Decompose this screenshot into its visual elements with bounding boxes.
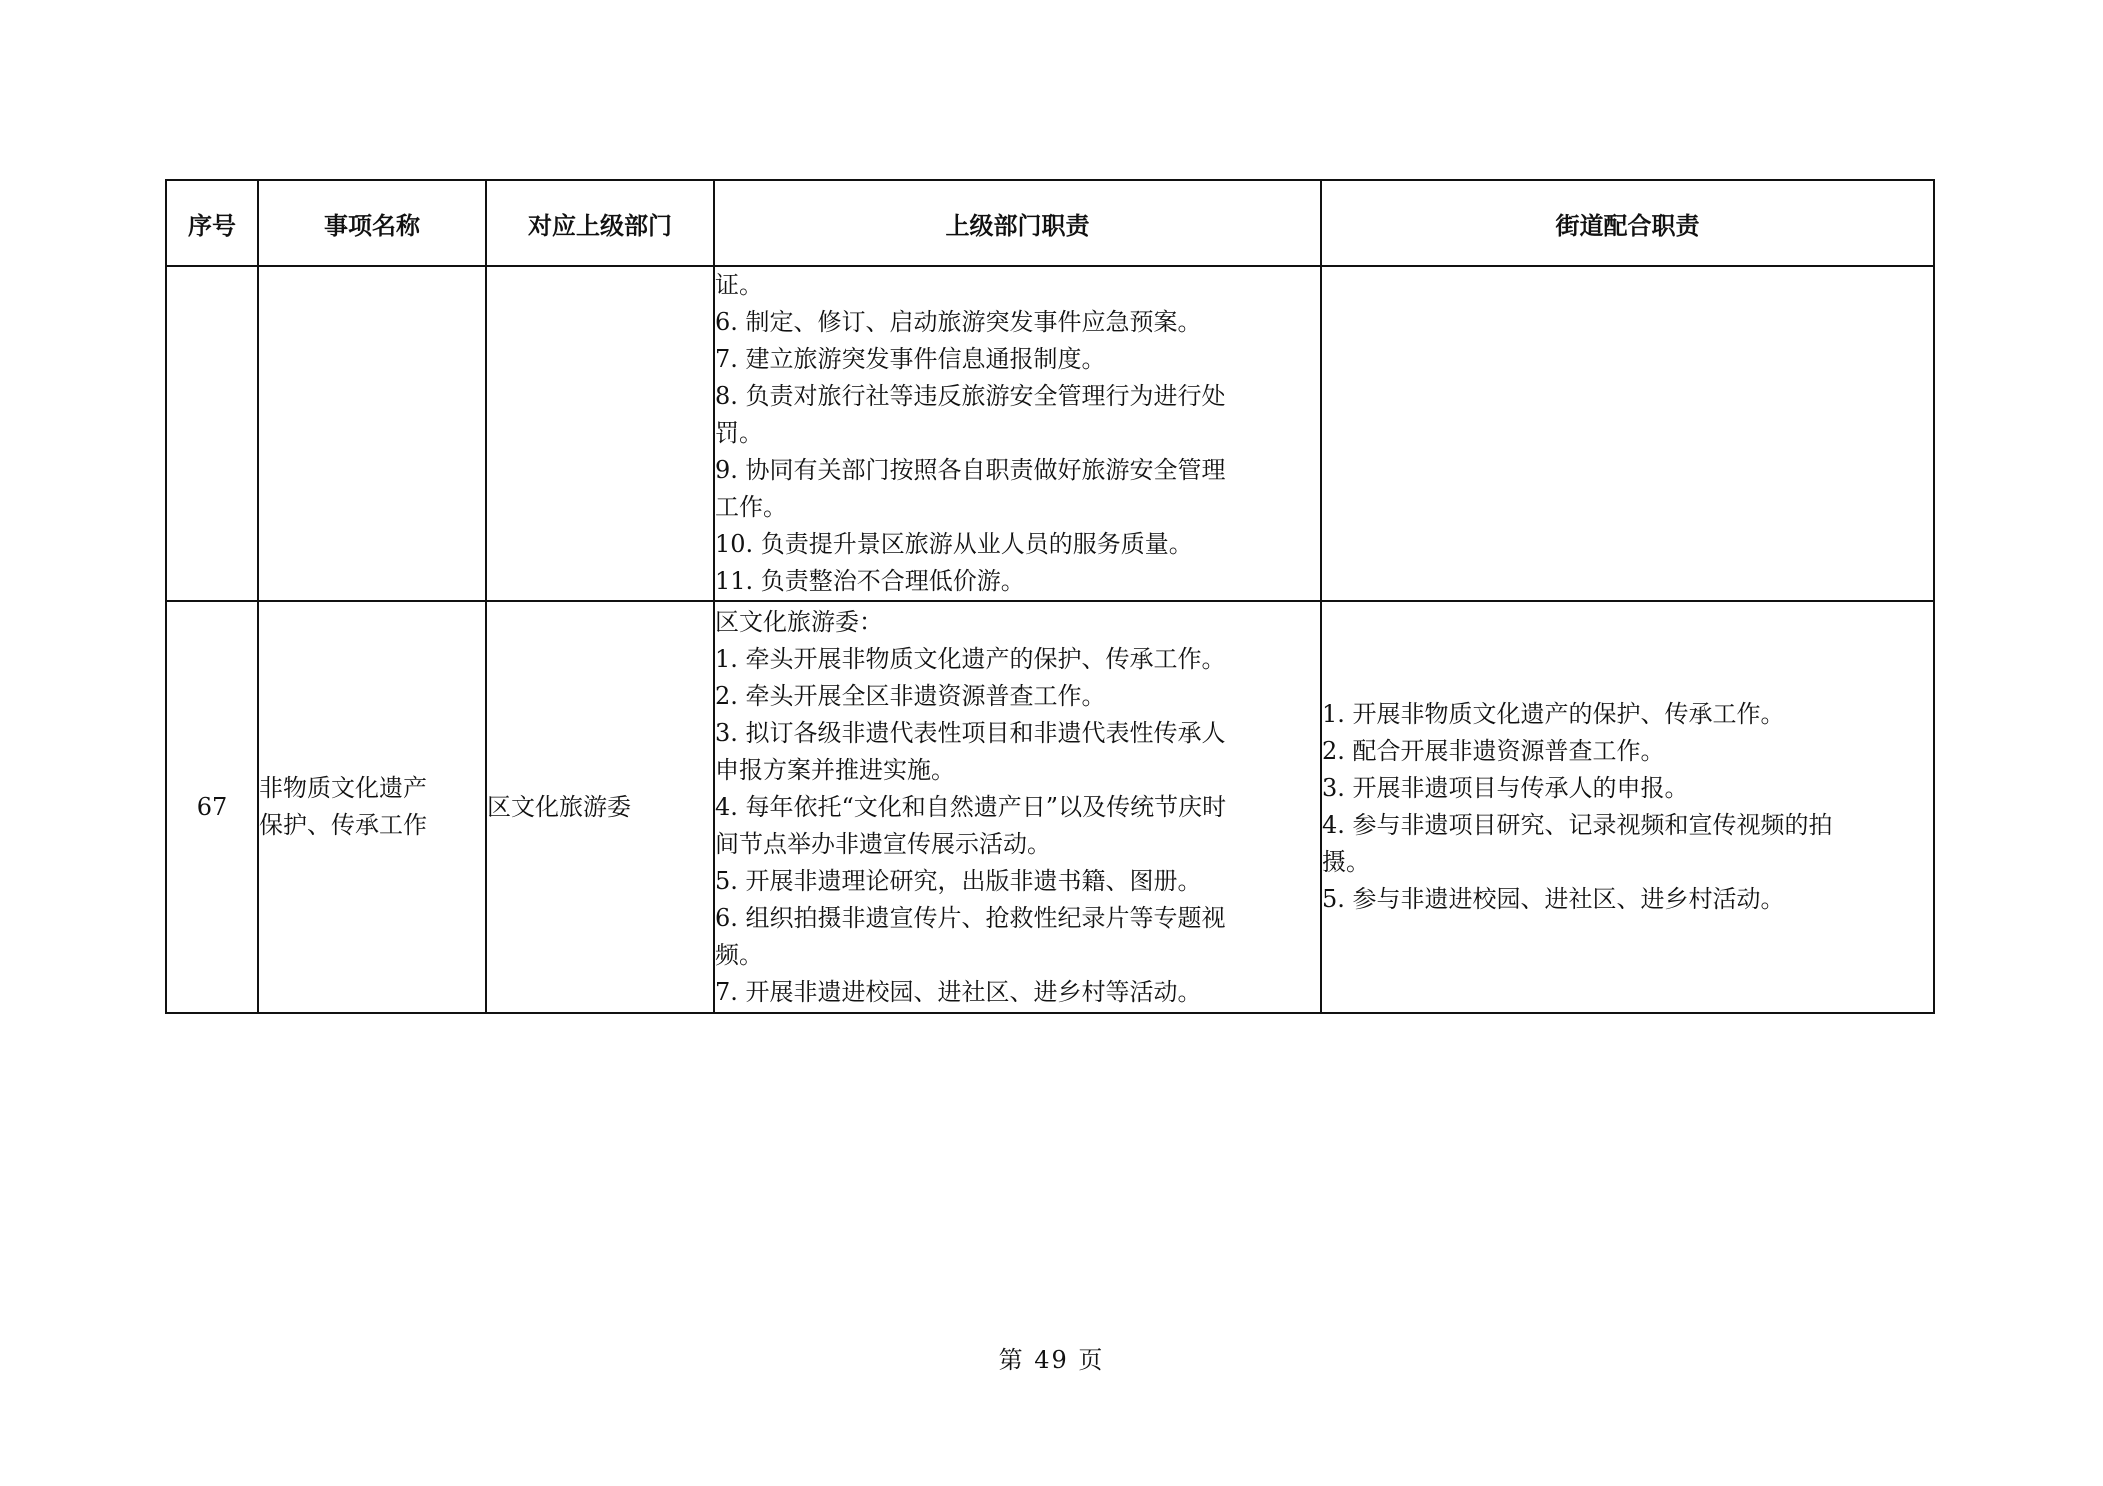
duty-line: 9. 协同有关部门按照各自职责做好旅游安全管理 <box>715 456 1226 484</box>
street-duty-line: 4. 参与非遗项目研究、记录视频和宣传视频的拍 <box>1322 811 1833 839</box>
street-duty-line: 2. 配合开展非遗资源普查工作。 <box>1322 737 1665 765</box>
duty-line: 10. 负责提升景区旅游从业人员的服务质量。 <box>715 530 1193 558</box>
serial-cell <box>166 266 258 601</box>
header-serial: 序号 <box>166 180 258 266</box>
dept-cell: 区文化旅游委 <box>486 601 714 1013</box>
duty-line: 频。 <box>715 940 763 969</box>
dept-cell <box>486 266 714 601</box>
duty-line: 7. 开展非遗进校园、进社区、进乡村等活动。 <box>715 977 1202 1006</box>
street-duties-cell <box>1321 266 1934 601</box>
header-superior-duties: 上级部门职责 <box>714 180 1321 266</box>
duty-line: 2. 牵头开展全区非遗资源普查工作。 <box>715 681 1106 710</box>
header-superior-dept: 对应上级部门 <box>486 180 714 266</box>
duties-cell <box>714 601 1321 1013</box>
duty-table <box>165 179 1935 1014</box>
duty-line: 7. 建立旅游突发事件信息通报制度。 <box>715 345 1106 373</box>
item-name-cell <box>258 266 486 601</box>
duty-line: 1. 牵头开展非物质文化遗产的保护、传承工作。 <box>715 644 1226 673</box>
street-duty-line: 5. 参与非遗进校园、进社区、进乡村活动。 <box>1322 885 1785 913</box>
duty-line: 6. 组织拍摄非遗宣传片、抢救性纪录片等专题视 <box>715 903 1226 932</box>
duty-line: 间节点举办非遗宣传展示活动。 <box>715 829 1051 858</box>
page-number: 第 49 页 <box>998 1346 1105 1374</box>
serial-cell: 67 <box>166 601 258 1013</box>
duties-cell <box>714 266 1321 601</box>
duty-line: 8. 负责对旅行社等违反旅游安全管理行为进行处 <box>715 382 1226 410</box>
header-item-name: 事项名称 <box>258 180 486 266</box>
duty-line: 罚。 <box>715 419 763 447</box>
street-duty-line: 3. 开展非遗项目与传承人的申报。 <box>1322 774 1689 802</box>
street-duty-line: 摄。 <box>1322 848 1370 876</box>
header-street-duties: 街道配合职责 <box>1321 180 1934 266</box>
table-row <box>166 266 1934 601</box>
item-name-cell <box>258 601 486 1013</box>
item-name-line: 非物质文化遗产 <box>259 774 427 802</box>
duty-line: 3. 拟订各级非遗代表性项目和非遗代表性传承人 <box>715 718 1226 747</box>
duty-line: 6. 制定、修订、启动旅游突发事件应急预案。 <box>715 308 1202 336</box>
table-header-row <box>166 180 1934 266</box>
duty-line: 11. 负责整治不合理低价游。 <box>715 567 1025 595</box>
table-row <box>166 601 1934 1013</box>
item-name-line: 保护、传承工作 <box>259 811 427 839</box>
duty-line: 区文化旅游委： <box>715 607 883 636</box>
street-duty-line: 1. 开展非物质文化遗产的保护、传承工作。 <box>1322 700 1785 728</box>
duty-line: 5. 开展非遗理论研究，出版非遗书籍、图册。 <box>715 866 1202 895</box>
duty-line: 申报方案并推进实施。 <box>715 755 955 784</box>
duty-line: 4. 每年依托“文化和自然遗产日”以及传统节庆时 <box>715 792 1227 821</box>
duty-line: 证。 <box>715 271 763 299</box>
duty-line: 工作。 <box>715 493 787 521</box>
street-duties-cell <box>1321 601 1934 1013</box>
